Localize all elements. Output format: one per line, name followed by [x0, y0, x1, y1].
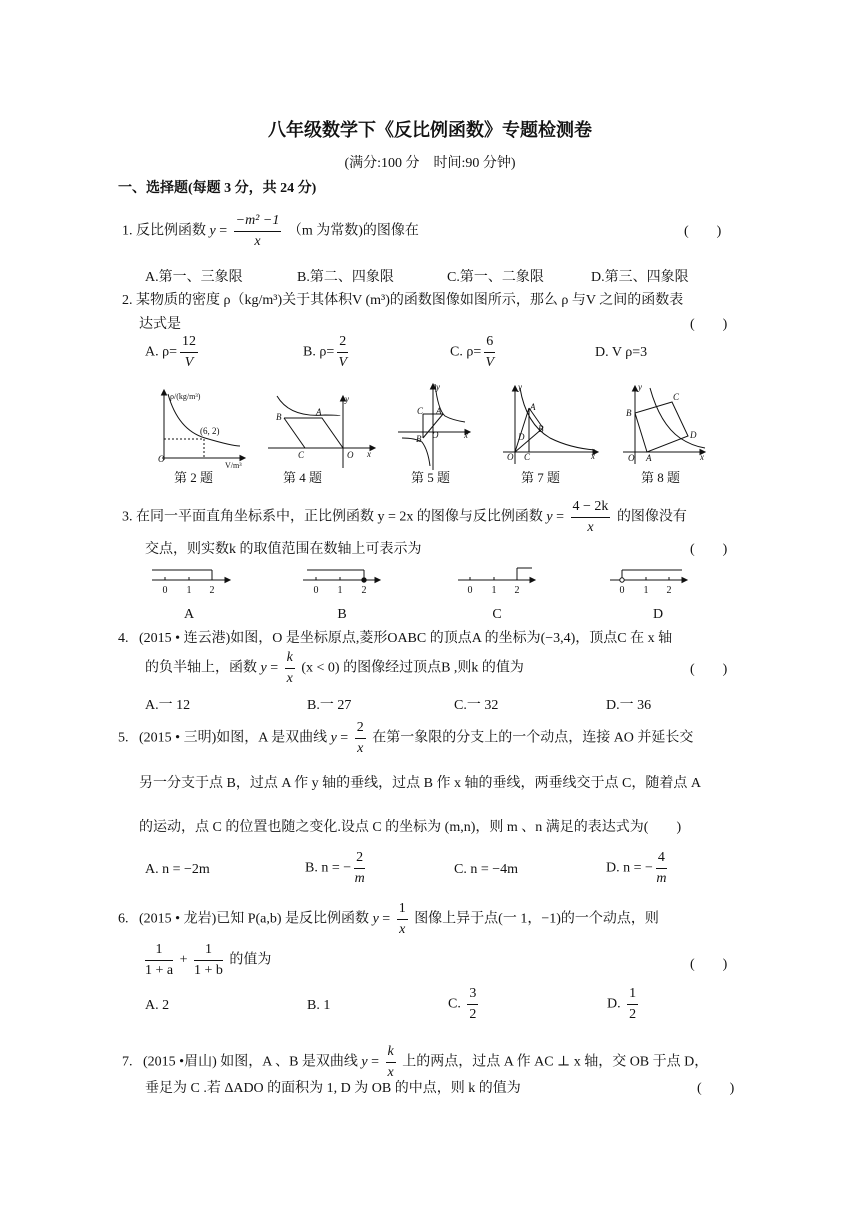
q2-option-a: A. ρ= $\frac{12}{V}$ — [145, 334, 196, 370]
question-1: 1. 反比例函数 y = $\frac{\text{−m² −1}}{x}$ （m 为常数)的图像在 — [122, 211, 419, 252]
q5-option-a: A. n = −2m — [145, 862, 210, 877]
svg-text:2: 2 — [514, 585, 520, 596]
q5-line2: 另一分支于点 B，过点 A 作 y 轴的垂线，过点 B 作 x 轴的垂线，两垂线交于点 C，随着点 A — [139, 776, 701, 791]
q5-fraction: $\frac{2}{x}$ — [356, 720, 364, 756]
q3-label-c: C — [492, 607, 502, 622]
numberline-c — [458, 568, 535, 583]
q1-number: 1. — [122, 223, 133, 239]
q7-answer-paren: ( ) — [697, 1081, 735, 1096]
q3-label-d: D — [652, 607, 664, 622]
q7-line2: 垂足为 C .若 ΔADO 的面积为 1, D 为 OB 的中点，则 k 的值为 — [145, 1081, 521, 1096]
svg-text:O: O — [158, 454, 165, 464]
svg-text:D: D — [518, 432, 525, 442]
q6-option-b: B. 1 — [307, 998, 331, 1013]
q1-fraction: $\frac{\text{−m² −1}}{x}$ — [235, 213, 280, 249]
q2-option-b: B. ρ= $\frac{2}{V}$ — [303, 334, 348, 370]
svg-text:y: y — [518, 382, 522, 392]
question-7: 7. (2015 •眉山) 如图，A 、B 是双曲线 y = $\frac{k}{x}$ 上的两点，过点 A 作 AC ⊥ x 轴，交 OB 于点 D， — [122, 1042, 708, 1083]
q1-option-d: D.第三、四象限 — [591, 270, 689, 285]
svg-text:y: y — [638, 382, 642, 392]
q3-fraction: $\frac{4 - 2k}{x}$ — [572, 499, 609, 535]
f2-x-axis-label: V/m³ — [225, 461, 242, 470]
svg-text:y: y — [436, 382, 440, 392]
figure-q8 — [623, 386, 705, 464]
svg-text:x: x — [464, 430, 468, 440]
q4-line1: (2015 • 连云港)如图，O 是坐标原点,菱形OABC 的顶点A 的坐标为(−3,4)，顶点C 在 x 轴 — [139, 631, 673, 646]
q7-fraction: $\frac{k}{x}$ — [387, 1044, 394, 1080]
q5-line3: 的运动，点 C 的位置也随之变化.设点 C 的坐标为 (m,n)，则 m 、n 满足的表达式为( ) — [139, 820, 682, 835]
q2-line1: 某物质的密度 ρ（kg/m³)关于其体积V (m³)的函数图像如图所示，那么 ρ 与V 之间的函数表 — [136, 293, 684, 308]
q4-number: 4. — [118, 631, 129, 646]
svg-text:C: C — [673, 392, 680, 402]
svg-text:A: A — [436, 406, 442, 416]
svg-text:B: B — [626, 408, 632, 418]
page-subtitle: (满分:100 分 时间:90 分钟) — [344, 156, 516, 171]
question-2 — [122, 289, 683, 309]
svg-text:0: 0 — [467, 585, 473, 596]
q4-line2: 的负半轴上，函数 y = $\frac{k}{x}$ (x < 0) 的图像经过顶点B ,则k 的值为 — [145, 648, 524, 689]
q6-line2: $\frac{1}{1 + a}$ + $\frac{1}{1 + b}$ 的值为 — [145, 942, 272, 978]
question-3: 3. 在同一平面直角坐标系中，正比例函数 y = 2x 的图像与反比例函数 y = $\frac{4 - 2k}{x}$ 的图像没有 — [122, 497, 687, 538]
f2-y-axis-label: ρ/(kg/m³) — [170, 392, 201, 401]
svg-text:A: A — [646, 453, 652, 463]
svg-text:O: O — [347, 450, 354, 460]
svg-text:B: B — [538, 424, 544, 434]
page-title: 八年级数学下《反比例函数》专题检测卷 — [268, 120, 592, 140]
svg-text:O: O — [432, 430, 439, 440]
q6-fraction: $\frac{1}{x}$ — [398, 901, 406, 937]
q6-option-c: C. $\frac{3}{2}$ — [448, 986, 477, 1022]
question-5: 5. (2015 • 三明)如图，A 是双曲线 y = $\frac{2}{x}$ 在第一象限的分支上的一个动点，连接 AO 并延长交 — [118, 718, 693, 759]
svg-text:x: x — [591, 451, 595, 461]
svg-text:A: A — [530, 402, 536, 412]
q3-label-a: A — [183, 607, 195, 622]
section-heading: 一、选择题(每题 3 分，共 24 分) — [118, 181, 317, 196]
q2-number: 2. — [122, 293, 133, 308]
svg-text:x: x — [700, 452, 704, 462]
q4-option-a: A.一 12 — [145, 698, 191, 713]
q4-option-d: D.一 36 — [606, 698, 652, 713]
svg-text:2: 2 — [209, 585, 215, 596]
caption-fig-2: 第 2 题 — [174, 470, 214, 485]
svg-text:0: 0 — [162, 585, 168, 596]
figure-q5 — [398, 384, 470, 470]
q1-option-c: C.第一、二象限 — [447, 270, 544, 285]
svg-text:1: 1 — [643, 585, 649, 596]
figure-q7 — [503, 386, 598, 464]
question-4 — [118, 627, 672, 647]
q6-number: 6. — [118, 911, 129, 927]
svg-text:D: D — [690, 430, 697, 440]
q3-line1b: 的图像没有 — [616, 509, 687, 525]
svg-text:C: C — [417, 406, 424, 416]
q3-answer-paren: ( ) — [690, 542, 728, 557]
q4-option-c: C.一 32 — [454, 698, 499, 713]
caption-fig-8: 第 8 题 — [641, 470, 681, 485]
q4-fraction: $\frac{k}{x}$ — [286, 650, 293, 686]
q1-answer-paren: ( ) — [684, 224, 722, 239]
q3-line1a: 在同一平面直角坐标系中，正比例函数 y = 2x 的图像与反比例函数 — [136, 509, 543, 525]
q7-number: 7. — [122, 1054, 133, 1070]
q6-option-a: A. 2 — [145, 998, 170, 1013]
caption-fig-5: 第 5 题 — [411, 470, 451, 485]
svg-text:1: 1 — [337, 585, 343, 596]
figure-q4 — [268, 396, 375, 468]
q3-number-lines — [140, 562, 700, 624]
svg-text:B: B — [416, 434, 422, 444]
q3-number: 3. — [122, 509, 133, 525]
svg-text:O: O — [507, 452, 514, 462]
q3-line2: 交点，则实数k 的取值范围在数轴上可表示为 — [145, 542, 422, 557]
svg-text:2: 2 — [361, 585, 367, 596]
svg-text:1: 1 — [186, 585, 192, 596]
q6-answer-paren: ( ) — [690, 957, 728, 972]
svg-text:B: B — [276, 412, 282, 422]
q6-option-d: D. $\frac{1}{2}$ — [607, 986, 637, 1022]
q5-number: 5. — [118, 730, 129, 746]
q4-option-b: B.一 27 — [307, 698, 352, 713]
q5-option-d: D. n = − $\frac{4}{m}$ — [606, 850, 667, 886]
q2-option-c: C. ρ= $\frac{6}{V}$ — [450, 334, 495, 370]
svg-text:0: 0 — [619, 585, 625, 596]
numberline-a — [152, 570, 230, 583]
q1-pre: 反比例函数 — [136, 223, 206, 239]
svg-text:y: y — [345, 394, 349, 404]
q5-option-b: B. n = − $\frac{2}{m}$ — [305, 850, 365, 886]
svg-text:C: C — [524, 452, 531, 462]
svg-text:0: 0 — [313, 585, 319, 596]
svg-text:1: 1 — [491, 585, 497, 596]
svg-text:2: 2 — [666, 585, 672, 596]
caption-fig-7: 第 7 题 — [521, 470, 561, 485]
q2-line2: 达式是 — [139, 317, 181, 332]
f2-point-label: (6, 2) — [200, 426, 220, 436]
numberline-b — [303, 570, 380, 583]
svg-text:A: A — [316, 407, 322, 417]
figures-row — [140, 380, 740, 490]
q2-answer-paren: ( ) — [690, 317, 728, 332]
q4-answer-paren: ( ) — [690, 662, 728, 677]
q1-post: （m 为常数)的图像在 — [287, 223, 419, 239]
svg-text:C: C — [298, 450, 305, 460]
q1-option-b: B.第二、四象限 — [297, 270, 394, 285]
caption-fig-4: 第 4 题 — [283, 470, 323, 485]
question-6: 6. (2015 • 龙岩)已知 P(a,b) 是反比例函数 y = $\frac{1}{x}$ 图像上异于点(一 1，−1)的一个动点，则 — [118, 899, 659, 940]
svg-text:O: O — [628, 453, 635, 463]
q5-option-c: C. n = −4m — [454, 862, 519, 877]
svg-text:x: x — [367, 449, 371, 459]
q2-option-d: D. V ρ=3 — [595, 345, 648, 360]
q1-option-a: A.第一、三象限 — [145, 270, 243, 285]
q3-label-b: B — [337, 607, 347, 622]
numberline-d — [610, 570, 687, 583]
